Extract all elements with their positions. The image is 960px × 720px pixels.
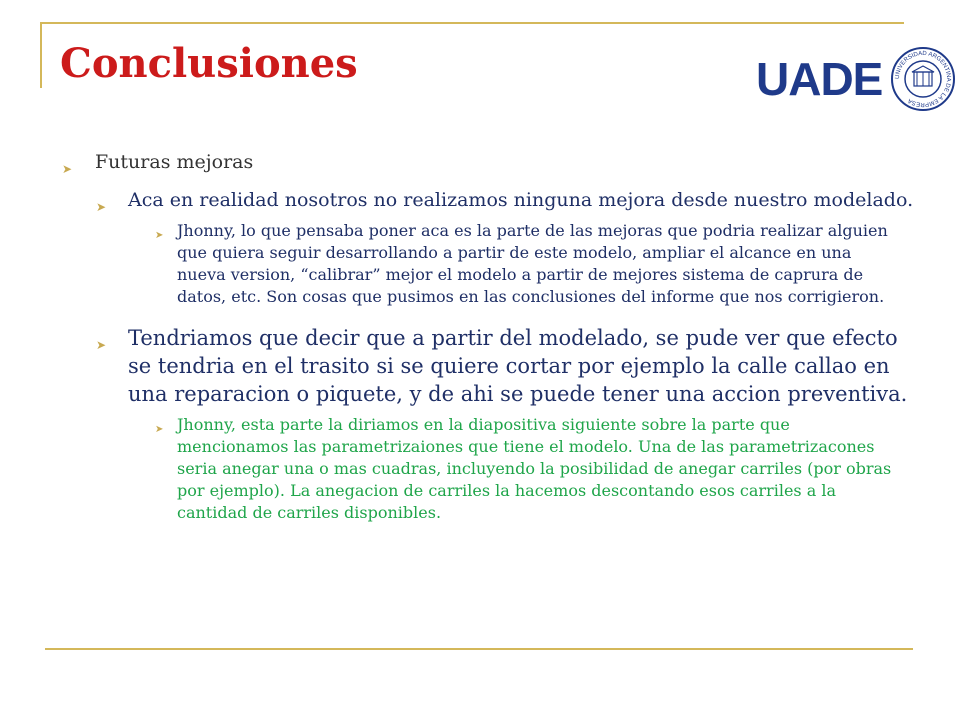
arrow-bullet-icon: ➤ <box>155 424 164 435</box>
note-text: Jhonny, esta parte la diriamos en la diapositiva siguiente sobre la parte que mencionamos las parametrizaiones que tiene el modelo. Una de las parametrizacones seria anegar una o mas cuadras, incluyendo la posibilidad de anegar carriles (por obras por ejemplo). La anegacion de carriles la hacemos descontando esos carriles a la cantidad de carriles disponibles. <box>177 415 892 522</box>
note-text: Jhonny, lo que pensaba poner aca es la parte de las mejoras que podria realizar alguien que quiera seguir desarrollando a partir de este modelo, ampliar el alcance en una nueva version, “calibrar” mejor el modelo a partir de mejores sistema de caprura de datos, etc. Son cosas que pusimos en las conclusiones del informe que nos corrigieron. <box>177 221 888 306</box>
bullet-item-1 <box>96 187 920 214</box>
bullet-text: Futuras mejoras <box>95 151 254 173</box>
left-border-rule <box>40 22 42 88</box>
arrow-bullet-icon: ➤ <box>96 338 107 352</box>
slide-body <box>60 145 920 524</box>
bullet-level1 <box>62 149 920 176</box>
bottom-border-rule <box>45 648 913 650</box>
arrow-bullet-icon: ➤ <box>62 162 73 176</box>
arrow-bullet-icon: ➤ <box>155 230 164 241</box>
seal-text: UNIVERSIDAD ARGENTINA DE LA EMPRESA <box>895 50 952 108</box>
bullet-text: Tendriamos que decir que a partir del modelado, se pude ver que efecto se tendria en el trasito si se quiere cortar por ejemplo la calle callao en una reparacion o piquete, y de ahi se puede tener una accion preventiva. <box>128 326 908 406</box>
university-seal-icon <box>890 46 956 112</box>
bullet-text: Aca en realidad nosotros no realizamos ninguna mejora desde nuestro modelado. <box>128 189 914 211</box>
top-border-rule <box>40 22 904 24</box>
bullet-item-1-note <box>155 220 897 308</box>
uade-logo <box>756 46 956 112</box>
bullet-item-2 <box>96 324 920 408</box>
logo-text: UADE <box>756 53 883 105</box>
slide-title: Conclusiones <box>60 40 358 87</box>
arrow-bullet-icon: ➤ <box>96 200 107 214</box>
bullet-item-2-note <box>155 414 897 524</box>
